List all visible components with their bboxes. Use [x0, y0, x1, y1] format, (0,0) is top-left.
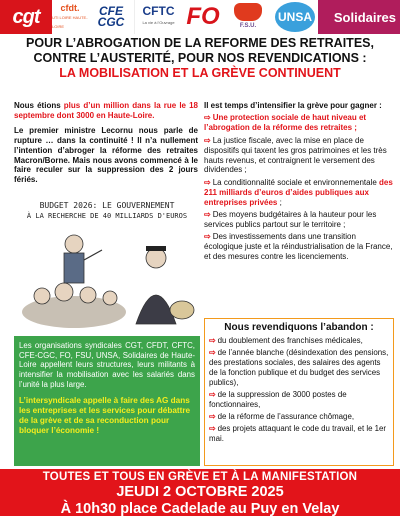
abandon-item	[209, 412, 389, 422]
headline-line-3: LA MOBILISATION ET LA GRÈVE CONTINUENT	[59, 66, 341, 80]
call-to-action-band	[0, 469, 400, 516]
cfdt-logo-subtitle: UTI LOIRE HAUTE-LOIRE	[52, 14, 88, 29]
cfecgc-logo-text-1: CFE	[99, 4, 123, 18]
cftc-logo-subtitle: La vie à l'Ouvrage	[142, 20, 175, 25]
left-p1-lead: Nous étions	[14, 101, 64, 110]
left-p1-highlight: plus d’un million dans la rue le 18 septembre dont 3000 en Haute-Loire.	[14, 101, 198, 120]
headline	[0, 36, 400, 81]
cfdt-logo-text: cfdt.	[60, 2, 80, 13]
unsa-logo-text: UNSA	[277, 10, 312, 24]
demand-highlight: des 211 milliards d’euros d’aides publiques aux entreprises privées	[204, 177, 393, 207]
arrow-icon: ⇨	[204, 210, 211, 220]
budget-cartoon	[14, 192, 200, 332]
cartoon-caption-1: BUDGET 2026: LE GOUVERNEMENT	[39, 201, 175, 210]
intersyndicale-ag-call: L’intersyndicale appelle à faire des AG dans les entreprises et les services pour débattre de la grève et de sa reconduction pour bloquer l’économie !	[19, 395, 191, 435]
fsu-mark-icon	[234, 3, 262, 21]
arrow-icon: ⇨	[204, 135, 211, 145]
cartoon-head-4	[103, 291, 117, 305]
cartoon-head-2	[55, 283, 73, 301]
abandon-item	[209, 390, 389, 410]
unsa-mark-icon	[275, 2, 315, 32]
right-intro: Il est temps d’intensifier la grève pour gagner :	[204, 101, 382, 110]
demand-item	[204, 136, 394, 176]
cftc-logo-text: CFTC	[142, 4, 175, 18]
union-logos-strip	[0, 0, 400, 34]
headline-line-2: CONTRE L’AUSTERITÉ, POUR NOS REVENDICATIONS :	[33, 51, 367, 65]
cartoon-caption-2: À LA RECHERCHE DE 40 MILLIARDS D'EUROS	[26, 212, 188, 220]
left-paragraph-1	[14, 101, 198, 121]
cfdt-logo	[52, 0, 88, 34]
demand-text: Des moyens budgétaires à la hauteur pour les services publics partout sur le territoire ;	[204, 210, 377, 229]
abandon-item-text: de la suppression de 3000 postes de fonctionnaires,	[209, 389, 347, 409]
abandon-box	[204, 318, 394, 466]
cartoon-official-head	[65, 235, 83, 253]
cartoon-money-bag	[170, 301, 194, 319]
band-line-2: JEUDI 2 OCTOBRE 2025	[116, 484, 284, 500]
abandon-item	[209, 336, 389, 346]
unsa-logo	[272, 0, 318, 34]
arrow-icon: ⇨	[209, 412, 216, 422]
cfecgc-logo-text-2: CGC	[97, 15, 125, 29]
intersyndicale-call: Les organisations syndicales CGT, CFDT, CFTC, CFE-CGC, FO, FSU, UNSA, Solidaires de Haute-Loire appellent leurs structures, leurs militants à intensifier la mobilisation avec les salariés dans l’unité la plus large.	[19, 341, 195, 389]
arrow-icon: ⇨	[204, 177, 211, 187]
abandon-item	[209, 424, 389, 444]
abandon-item-text: de l’année blanche (désindexation des pensions, des prestations sociales, des salaires des agents de la fonction publique et du budget des services publics),	[209, 348, 389, 387]
arrow-icon: ⇨	[209, 348, 216, 358]
right-column	[204, 101, 394, 265]
demand-text: Des investissements dans une transition écologique juste et la réindustrialisation de la France, et des mesures contre les licenciements.	[204, 232, 393, 262]
cartoon-head-3	[80, 287, 96, 303]
abandon-item-text: du doublement des franchises médicales,	[217, 336, 363, 345]
abandon-item	[209, 348, 389, 387]
left-column	[14, 101, 198, 190]
demand-item	[204, 210, 394, 230]
arrow-icon: ⇨	[204, 232, 211, 242]
cftc-logo	[134, 0, 182, 34]
cartoon-official-arm	[84, 250, 102, 260]
cgt-logo	[0, 0, 52, 34]
arrow-icon: ⇨	[209, 336, 216, 345]
band-line-3: À 10h30 place Cadelade au Puy en Velay	[60, 501, 340, 516]
cartoon-official-body	[64, 253, 84, 283]
cfecgc-logo	[88, 0, 134, 34]
arrow-icon: ⇨	[209, 389, 216, 399]
fsu-logo-text: F.S.U.	[239, 23, 257, 29]
demand-item	[204, 178, 394, 208]
abandon-item-text: de la réforme de l’assurance chômage,	[217, 412, 355, 422]
abandon-item-text: des projets attaquant le code du travail, et le 1er mai.	[209, 424, 387, 444]
fsu-logo	[224, 0, 272, 34]
demand-text-end: ;	[277, 197, 282, 207]
fo-logo-text: FO	[186, 3, 220, 30]
headline-line-1: POUR L’ABROGATION DE LA REFORME DES RETRAITES,	[26, 36, 374, 50]
solidaires-logo-text: Solidaires	[333, 9, 396, 25]
cartoon-head-1	[34, 288, 50, 304]
band-line-1: TOUTES ET TOUS EN GRÈVE ET À LA MANIFESTATION	[42, 471, 358, 483]
demand-item	[204, 232, 394, 262]
demand-text: Une protection sociale de haut niveau et l’abrogation de la réforme des retraites ;	[204, 113, 367, 133]
fo-logo	[182, 0, 224, 34]
abandon-title: Nous revendiquons l’abandon :	[224, 322, 374, 333]
solidaires-logo	[318, 0, 400, 34]
demand-item	[204, 113, 394, 133]
left-paragraph-2: Le premier ministre Lecornu nous parle de rupture … dans la continuité ! Il n’a nullement l’intention d’abroger la réforme des retraites Macron/Borne. Mais nous avons commencé à le faire reculer sur la suppression des 2 jours fériés.	[14, 125, 198, 185]
intersyndicale-box	[14, 336, 200, 466]
cartoon-rich-hat	[146, 246, 166, 251]
cgt-logo-text: cgt	[12, 5, 40, 28]
demand-text: La justice fiscale, avec la mise en place de dispositifs qui taxent les gros patrimoines et les très hauts revenus, et contraignent le versement des dividendes ;	[204, 135, 387, 175]
arrow-icon: ⇨	[209, 424, 216, 434]
demand-text: La conditionnalité sociale et environnementale	[212, 177, 380, 187]
arrow-icon: ⇨	[204, 113, 211, 123]
